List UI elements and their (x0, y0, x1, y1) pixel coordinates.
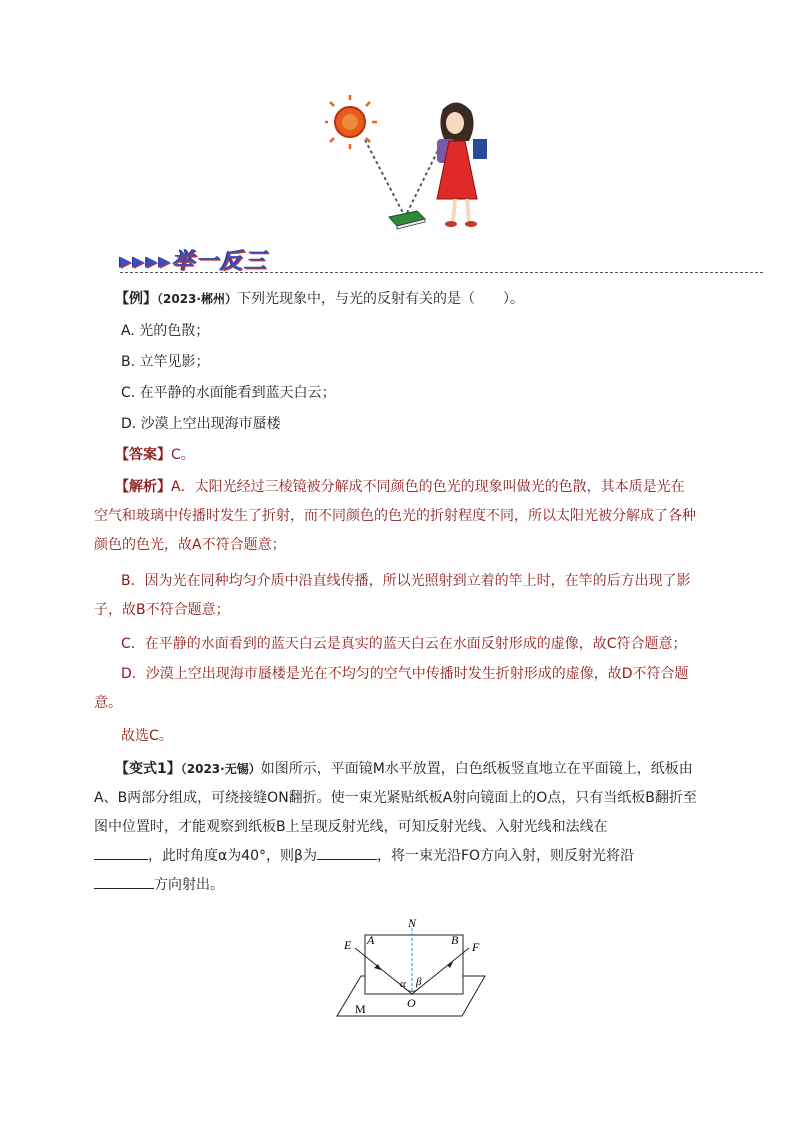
option-b: B. 立竿见影； (121, 354, 210, 370)
variant-text-2: ，此时角度α为40°，则β为 (148, 848, 317, 864)
variant-text-1: 如图所示，平面镜M水平放置，白色纸板竖直地立在平面镜上，纸板由A、B两部分组成，可绕接缝ON翻折。使一束光紧贴纸板A射向镜面上的O点，只有当纸板B翻折至图中位置时，才能观察到纸板B上呈现反射光线，可知反射光线、入射光线和法线在 (94, 761, 697, 835)
analysis-tag: 【解析】 (115, 479, 171, 495)
variant-tag: 【变式1】 (115, 761, 181, 777)
variant-source: （2023·无锡） (180, 762, 261, 776)
incident-ray (365, 140, 403, 213)
answer-tag: 【答案】 (115, 447, 171, 463)
analysis-b: B．因为光在同种均匀介质中沿直线传播，所以光照射到立着的竿上时，在竿的后方出现了影子，故B不符合题意； (94, 573, 691, 618)
analysis-a (94, 473, 698, 560)
option-a: A. 光的色散； (121, 323, 210, 339)
option-c: C. 在平静的水面能看到蓝天白云； (121, 385, 336, 401)
label-f: F (472, 940, 480, 954)
blank-1[interactable] (94, 843, 148, 860)
label-e: E (344, 938, 352, 952)
label-m: M (355, 1002, 366, 1016)
label-b: B (451, 933, 459, 947)
variant-text-4: 方向射出。 (154, 877, 224, 893)
answer-value: C。 (171, 447, 195, 463)
book-icon (389, 211, 425, 229)
label-o: O (407, 996, 416, 1010)
label-n: N (407, 916, 417, 930)
label-beta: β (416, 976, 422, 988)
label-a: A (367, 933, 375, 947)
analysis-d: D．沙漠上空出现海市蜃楼是光在不均匀的空气中传播时发生折射形成的虚像，故D不符合题意。 (94, 666, 689, 711)
answer-line (115, 445, 195, 465)
example-question-text: 下列光现象中，与光的反射有关的是（ ）。 (236, 291, 524, 307)
blank-2[interactable] (317, 843, 377, 860)
sun-reflection-illustration (325, 95, 500, 235)
example-question (115, 289, 524, 309)
conclusion: 故选C。 (121, 728, 173, 744)
section-arrows-icon: ▸▸▸▸ (120, 249, 173, 274)
label-alpha: α (400, 978, 406, 990)
variant-text-3: ，将一束光沿FO方向入射，则反射光将沿 (376, 848, 635, 864)
sun-icon (325, 95, 377, 149)
option-d: D. 沙漠上空出现海市蜃楼 (121, 416, 281, 432)
girl-figure (437, 102, 487, 227)
analysis-c: C．在平静的水面看到的蓝天白云是真实的蓝天白云在水面反射形成的虚像，故C符合题意； (121, 636, 687, 652)
example-tag: 【例】 (115, 291, 157, 307)
section-title: 举一反三 (172, 249, 269, 274)
analysis-a-text: A．太阳光经过三棱镜被分解成不同颜色的色光的现象叫做光的色散，其本质是光在空气和玻璃中传播时发生了折射，而不同颜色的色光的折射程度不同，所以太阳光被分解成了各种颜色的色光，故A不符合题意； (94, 479, 696, 553)
blank-3[interactable] (94, 872, 154, 889)
mirror-figure (335, 915, 490, 1021)
variant-question (94, 755, 698, 900)
section-divider (120, 272, 763, 273)
example-source: （2023·郴州） (157, 292, 237, 306)
section-header (120, 244, 268, 274)
